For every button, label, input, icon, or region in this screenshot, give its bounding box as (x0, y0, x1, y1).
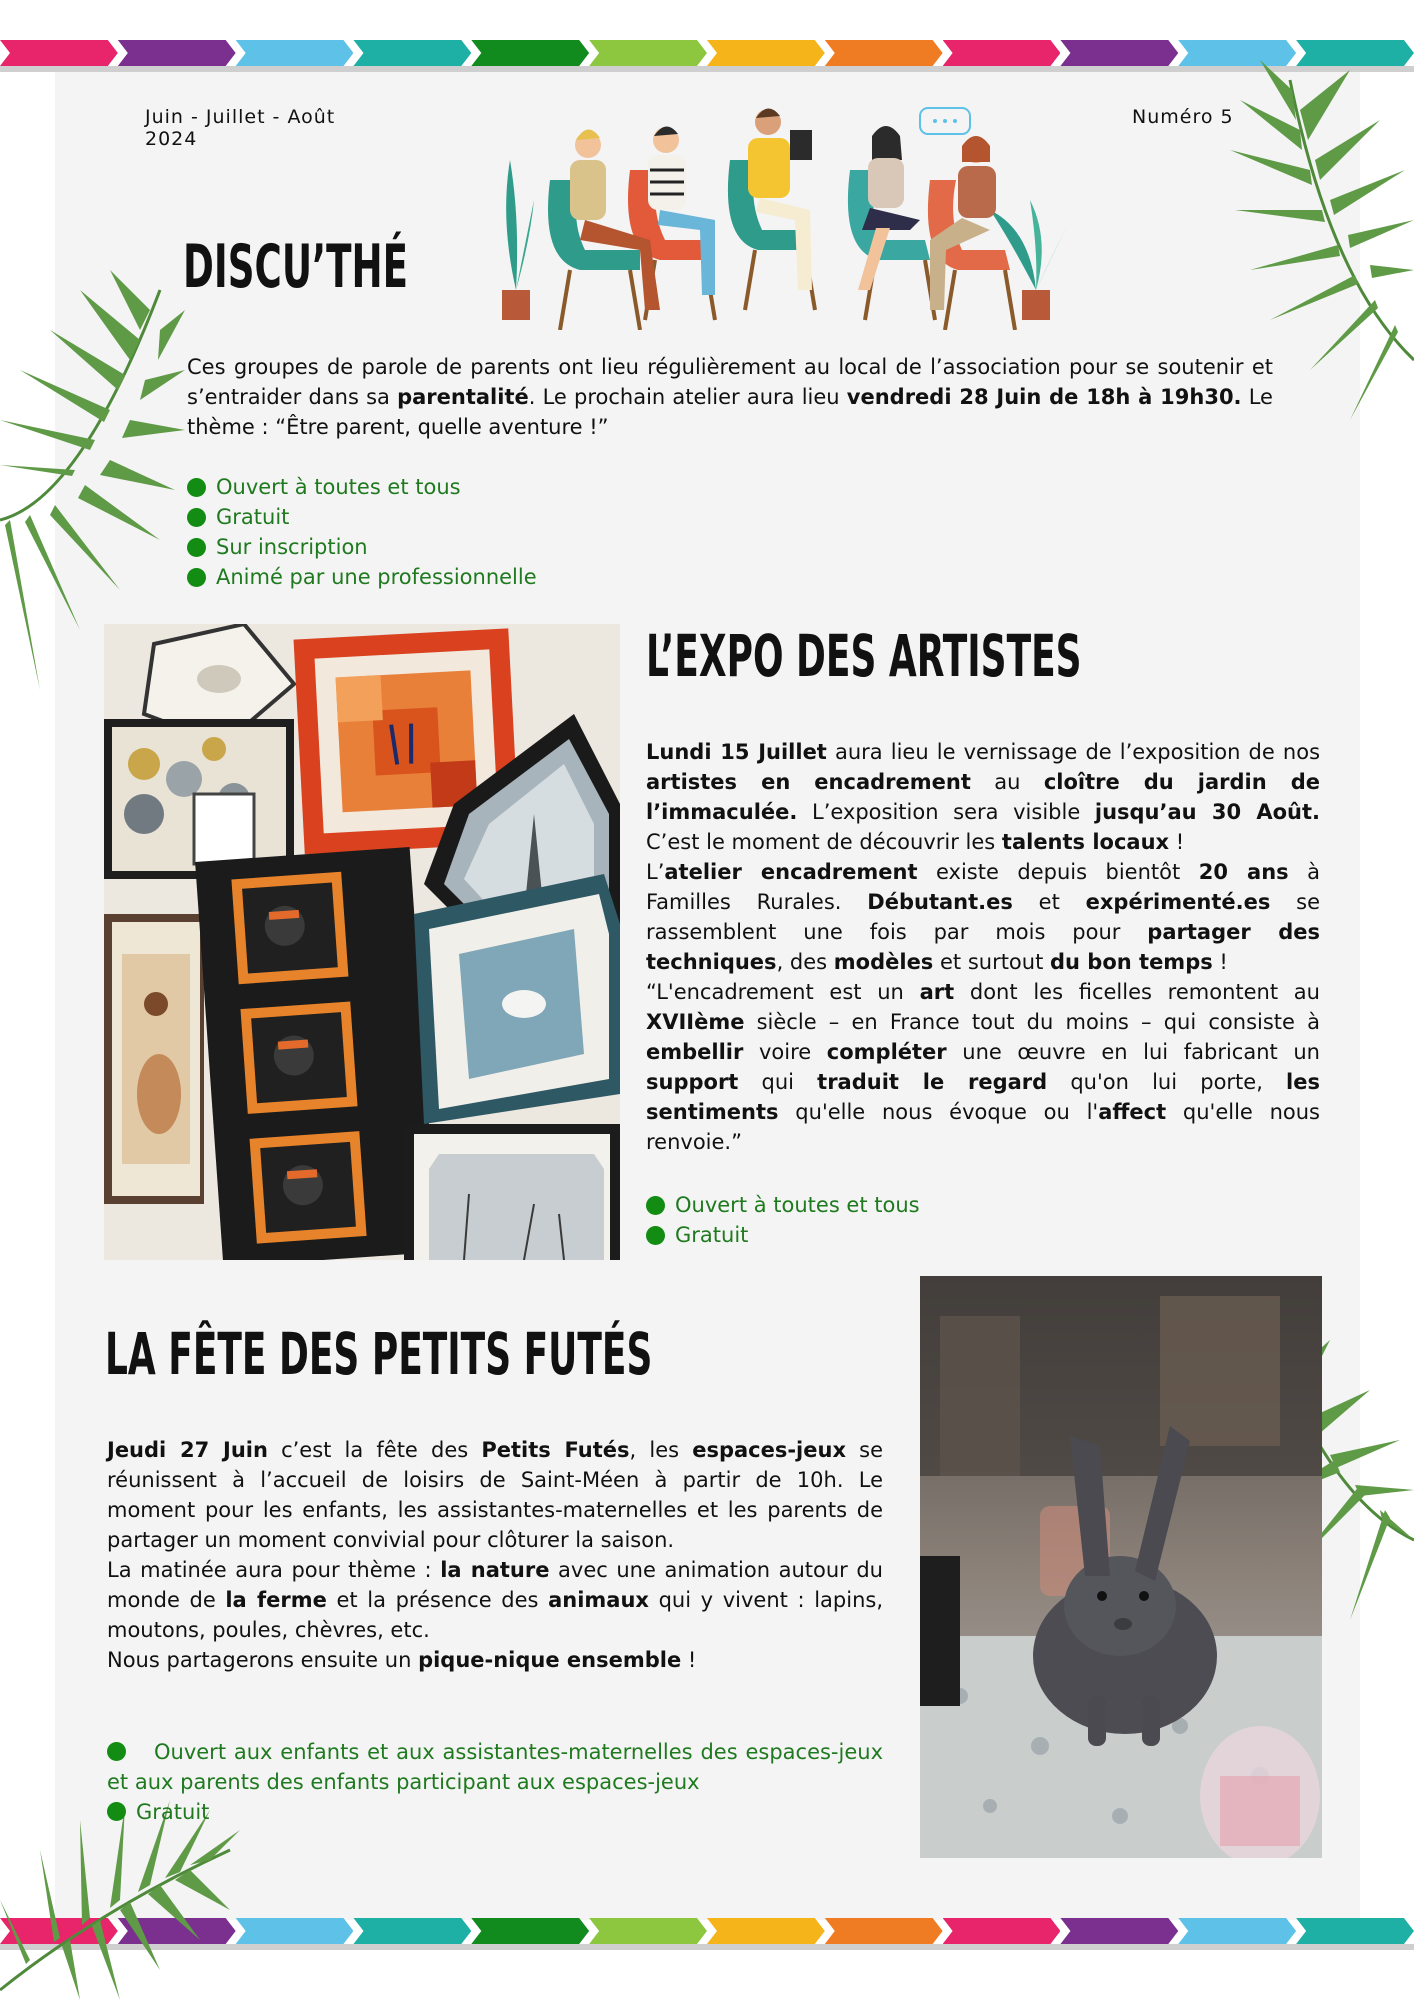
stripe-segment (707, 1918, 825, 1944)
expo-text: et surtout (933, 950, 1051, 974)
bullet-dot-icon (187, 478, 206, 497)
section-title-expo: L’EXPO DES ARTISTES (646, 622, 1082, 690)
expo-quote-bold: XVIIème (646, 1010, 745, 1034)
expo-quote: “L'encadrement est un (646, 980, 920, 1004)
stripe-segment (589, 1918, 707, 1944)
fete-text-bold: Petits Futés (481, 1438, 630, 1462)
stripe-segment (118, 40, 236, 66)
stripe-segment (825, 40, 943, 66)
expo-text: à Familles Rurales. (646, 860, 1321, 914)
bullet-dot-icon (187, 568, 206, 587)
stripe-segment (236, 1918, 354, 1944)
list-item (187, 472, 887, 502)
top-color-stripe (0, 40, 1414, 66)
expo-quote: qui (738, 1070, 818, 1094)
list-item (187, 502, 887, 532)
fete-text: c’est la fête des (267, 1438, 482, 1462)
expo-quote-bold: traduit le regard (817, 1070, 1048, 1094)
discuthe-text: . Le prochain atelier aura lieu (528, 385, 847, 409)
list-item-label: Ouvert à toutes et tous (216, 475, 461, 499)
bullet-dot-icon (107, 1742, 126, 1761)
stripe-segment (471, 40, 589, 66)
palm-leaf-top-right-icon (1230, 60, 1414, 540)
stripe-segment (589, 40, 707, 66)
expo-text-bold: artistes en encadrement (646, 770, 971, 794)
expo-features-list (646, 1190, 1246, 1250)
fete-text-bold: la ferme (225, 1588, 327, 1612)
list-item-label: Gratuit (136, 1800, 210, 1824)
expo-text-bold: atelier encadrement (664, 860, 918, 884)
issue-number: Numéro 5 (1132, 106, 1234, 128)
bullet-dot-icon (646, 1196, 665, 1215)
fete-text: Nous partagerons ensuite un (107, 1648, 419, 1672)
expo-quote: siècle – en France tout du moins – qui consiste à (744, 1010, 1320, 1034)
stripe-segment (353, 40, 471, 66)
framed-artworks-photo (104, 624, 620, 1260)
expo-text: existe depuis bientôt (917, 860, 1199, 884)
list-item (107, 1737, 883, 1797)
fete-text-bold: animaux (548, 1588, 649, 1612)
stripe-segment (943, 40, 1061, 66)
expo-quote: qu'elle nous renvoie.” (646, 1100, 1320, 1154)
expo-quote-bold: compléter (826, 1040, 947, 1064)
fete-text: avec une animation autour du monde de (107, 1558, 883, 1612)
expo-text-bold: Débutant.es (867, 890, 1013, 914)
expo-text-bold: du bon temps (1050, 950, 1213, 974)
expo-text-bold: 20 ans (1198, 860, 1289, 884)
discuthe-text-bold: parentalité (397, 385, 529, 409)
list-item-label: Ouvert aux enfants et aux assistantes-maternelles des espaces-jeux et aux parents des enfants participant aux espaces-jeux (107, 1740, 883, 1794)
list-item-label: Ouvert à toutes et tous (675, 1193, 920, 1217)
expo-quote: dont les ficelles remontent au (954, 980, 1320, 1004)
expo-date-bold: Lundi 15 Juillet (646, 740, 827, 764)
section-title-discuthe: DISCU’THÉ (183, 232, 409, 302)
fete-description (107, 1435, 883, 1675)
stripe-segment (236, 40, 354, 66)
fete-text: qui y vivent : lapins, moutons, poules, chèvres, etc. (107, 1588, 883, 1642)
list-item-label: Gratuit (675, 1223, 749, 1247)
stripe-segment (1296, 1918, 1414, 1944)
fete-text: , les (629, 1438, 693, 1462)
bullet-dot-icon (107, 1802, 126, 1821)
stripe-segment (943, 1918, 1061, 1944)
stripe-segment (0, 40, 118, 66)
expo-text-bold: partager des techniques (646, 920, 1320, 974)
list-item (646, 1220, 1246, 1250)
stripe-segment (471, 1918, 589, 1944)
expo-place-bold: cloître du jardin de l’immaculée. (646, 770, 1320, 824)
expo-quote: qu'on lui porte, (1047, 1070, 1287, 1094)
fete-text: ! (681, 1648, 697, 1672)
discuthe-description (187, 352, 1273, 442)
fete-text: et la présence des (326, 1588, 549, 1612)
stripe-segment (825, 1918, 943, 1944)
discuthe-date-bold: vendredi 28 Juin de 18h à 19h30. (846, 385, 1242, 409)
list-item (107, 1797, 883, 1827)
discussion-group-illustration (490, 100, 1080, 330)
list-item (187, 532, 887, 562)
stripe-segment (1060, 40, 1178, 66)
issue-date-year: 2024 (145, 128, 198, 150)
expo-end-date-bold: jusqu’au 30 Août. (1094, 800, 1320, 824)
expo-text: au (970, 770, 1044, 794)
expo-quote: voire (743, 1040, 827, 1064)
list-item-label: Sur inscription (216, 535, 368, 559)
rabbit-photo (920, 1276, 1322, 1858)
expo-text: ! (1212, 950, 1228, 974)
list-item (646, 1190, 1246, 1220)
bullet-dot-icon (646, 1226, 665, 1245)
expo-text: C’est le moment de découvrir les (646, 830, 1002, 854)
expo-text: , des (776, 950, 834, 974)
fete-text-bold: espaces-jeux (692, 1438, 846, 1462)
expo-text: se rassemblent une fois par mois pour (646, 890, 1320, 944)
issue-date-months: Juin - Juillet - Août (145, 106, 336, 128)
bullet-dot-icon (187, 538, 206, 557)
expo-quote: qu'elle nous évoque ou l' (778, 1100, 1099, 1124)
discuthe-features-list (187, 472, 887, 592)
fete-text: se réunissent à l’accueil de loisirs de Saint-Méen à partir de 10h. Le moment pour les enfants, les assistantes-maternelles et les parents de partager un moment convivial pour clôturer la saison. (107, 1438, 884, 1552)
list-item-label: Gratuit (216, 505, 290, 529)
expo-quote-bold: embellir (646, 1040, 744, 1064)
fete-text-bold: la nature (440, 1558, 550, 1582)
expo-quote-bold: les sentiments (646, 1070, 1320, 1124)
expo-description (646, 737, 1320, 1157)
expo-text: et (1012, 890, 1086, 914)
expo-text-bold: talents locaux (1001, 830, 1170, 854)
expo-text: L’exposition sera visible (797, 800, 1095, 824)
discuthe-theme: Le thème : “Être parent, quelle aventure !” (187, 385, 1273, 439)
stripe-segment (1060, 1918, 1178, 1944)
fete-text: La matinée aura pour thème : (107, 1558, 441, 1582)
list-item-label: Animé par une professionnelle (216, 565, 537, 589)
fete-date-bold: Jeudi 27 Juin (107, 1438, 268, 1462)
stripe-segment (1178, 1918, 1296, 1944)
expo-quote-bold: art (919, 980, 955, 1004)
discuthe-text: Ces groupes de parole de parents ont lieu régulièrement au local de l’association pour se soutenir et s’entraider dans sa (187, 355, 1273, 409)
section-title-fete: LA FÊTE DES PETITS FUTÉS (105, 1320, 653, 1388)
bullet-dot-icon (187, 508, 206, 527)
expo-text: aura lieu le vernissage de l’exposition de nos (826, 740, 1321, 764)
issue-date (145, 106, 335, 150)
stripe-segment (353, 1918, 471, 1944)
list-item (187, 562, 887, 592)
expo-text: L’ (646, 860, 665, 884)
expo-quote: une œuvre en lui fabricant un (946, 1040, 1320, 1064)
stripe-segment (707, 40, 825, 66)
expo-text-bold: expérimenté.es (1085, 890, 1271, 914)
fete-features-list (107, 1737, 883, 1827)
expo-text-bold: modèles (833, 950, 934, 974)
expo-quote-bold: support (646, 1070, 739, 1094)
expo-text: ! (1169, 830, 1185, 854)
expo-quote-bold: affect (1098, 1100, 1167, 1124)
fete-text-bold: pique-nique ensemble (418, 1648, 682, 1672)
